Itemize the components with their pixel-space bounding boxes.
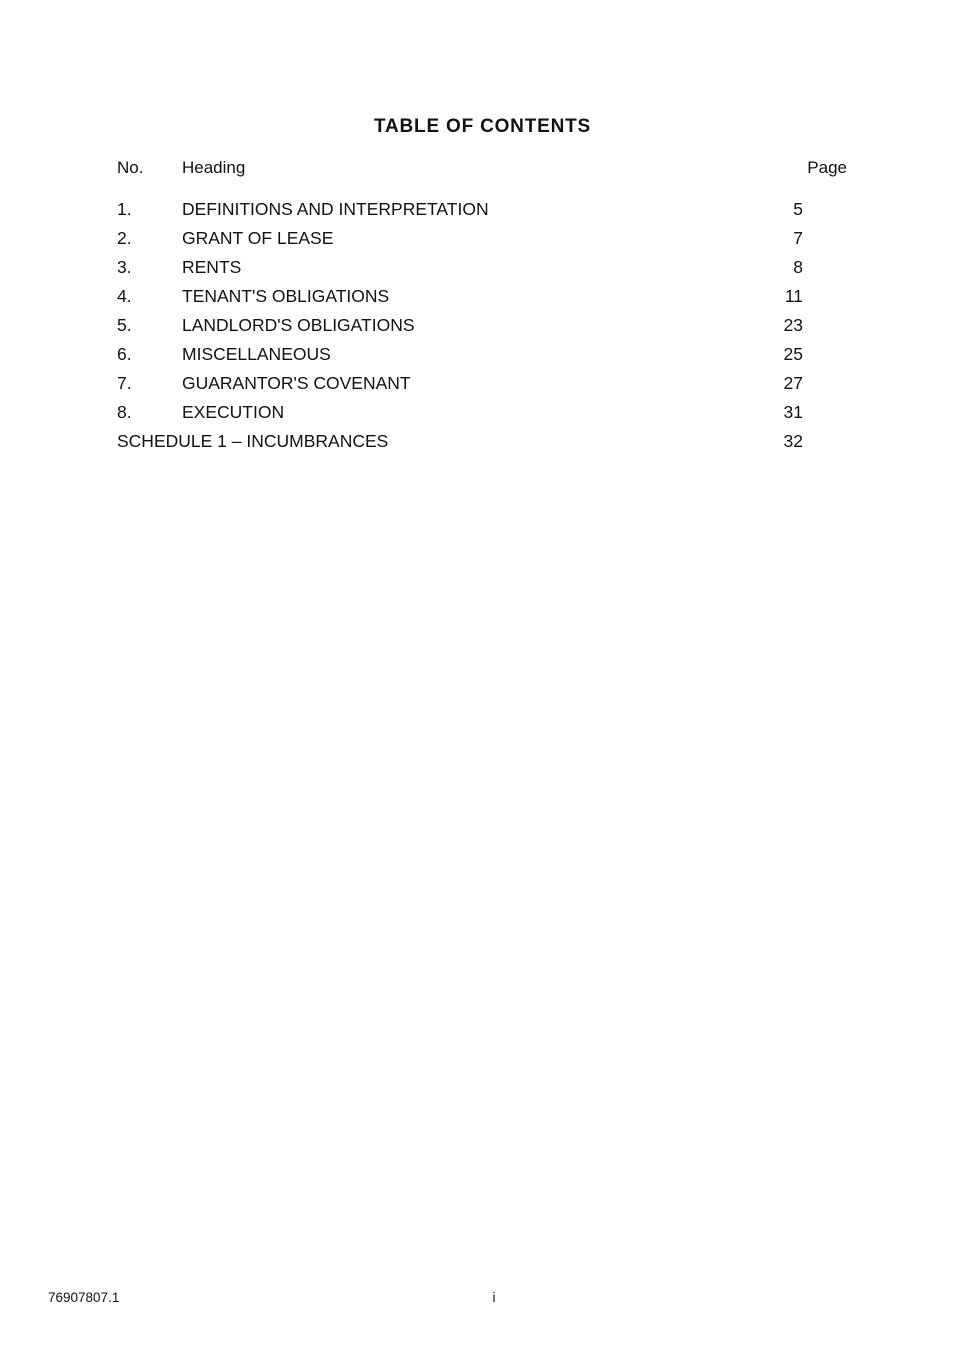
page-title: TABLE OF CONTENTS	[374, 116, 591, 137]
toc-row-number: 4.	[117, 286, 132, 306]
toc-row-number: 2.	[117, 228, 132, 248]
column-header-page: Page	[807, 158, 847, 177]
toc-row	[117, 344, 847, 373]
toc-row-page: 5	[793, 199, 803, 219]
toc-rows	[117, 199, 847, 460]
toc-row-page: 8	[793, 257, 803, 277]
toc-row-heading: DEFINITIONS AND INTERPRETATION	[182, 199, 489, 219]
column-header-no: No.	[117, 158, 144, 177]
toc-row-heading: LANDLORD'S OBLIGATIONS	[182, 315, 415, 335]
toc-row	[117, 402, 847, 431]
toc-row	[117, 228, 847, 257]
toc-row-heading: MISCELLANEOUS	[182, 344, 331, 364]
toc-row-number: 8.	[117, 402, 132, 422]
toc-row-heading: EXECUTION	[182, 402, 285, 422]
toc-row-number: 5.	[117, 315, 132, 335]
toc-row-page: 23	[783, 315, 803, 335]
toc-row-heading: GRANT OF LEASE	[182, 228, 334, 248]
toc-row	[117, 257, 847, 286]
toc-row	[117, 315, 847, 344]
toc-row-heading: GUARANTOR'S COVENANT	[182, 373, 411, 393]
toc-column-headers	[117, 158, 847, 177]
toc-row-page: 7	[793, 228, 803, 248]
toc-row-heading: TENANT'S OBLIGATIONS	[182, 286, 390, 306]
toc-row-page: 11	[784, 286, 803, 306]
toc-row-heading: SCHEDULE 1 – INCUMBRANCES	[117, 431, 389, 451]
toc-row-number: 6.	[117, 344, 132, 364]
toc-row-heading: RENTS	[182, 257, 242, 277]
toc-row	[117, 286, 847, 315]
toc-row	[117, 199, 847, 228]
toc-row-number: 3.	[117, 257, 132, 277]
toc-row-page: 31	[783, 402, 803, 422]
toc-row-page: 25	[783, 344, 803, 364]
toc-row-number: 7.	[117, 373, 132, 393]
toc-row-page: 32	[783, 431, 803, 451]
toc-row-schedule	[117, 431, 847, 460]
toc-row-number: 1.	[117, 199, 132, 219]
footer-page-number: i	[492, 1290, 496, 1305]
toc-row	[117, 373, 847, 402]
column-header-heading: Heading	[182, 158, 246, 177]
document-reference: 76907807.1	[48, 1290, 120, 1305]
toc-row-page: 27	[783, 373, 803, 393]
